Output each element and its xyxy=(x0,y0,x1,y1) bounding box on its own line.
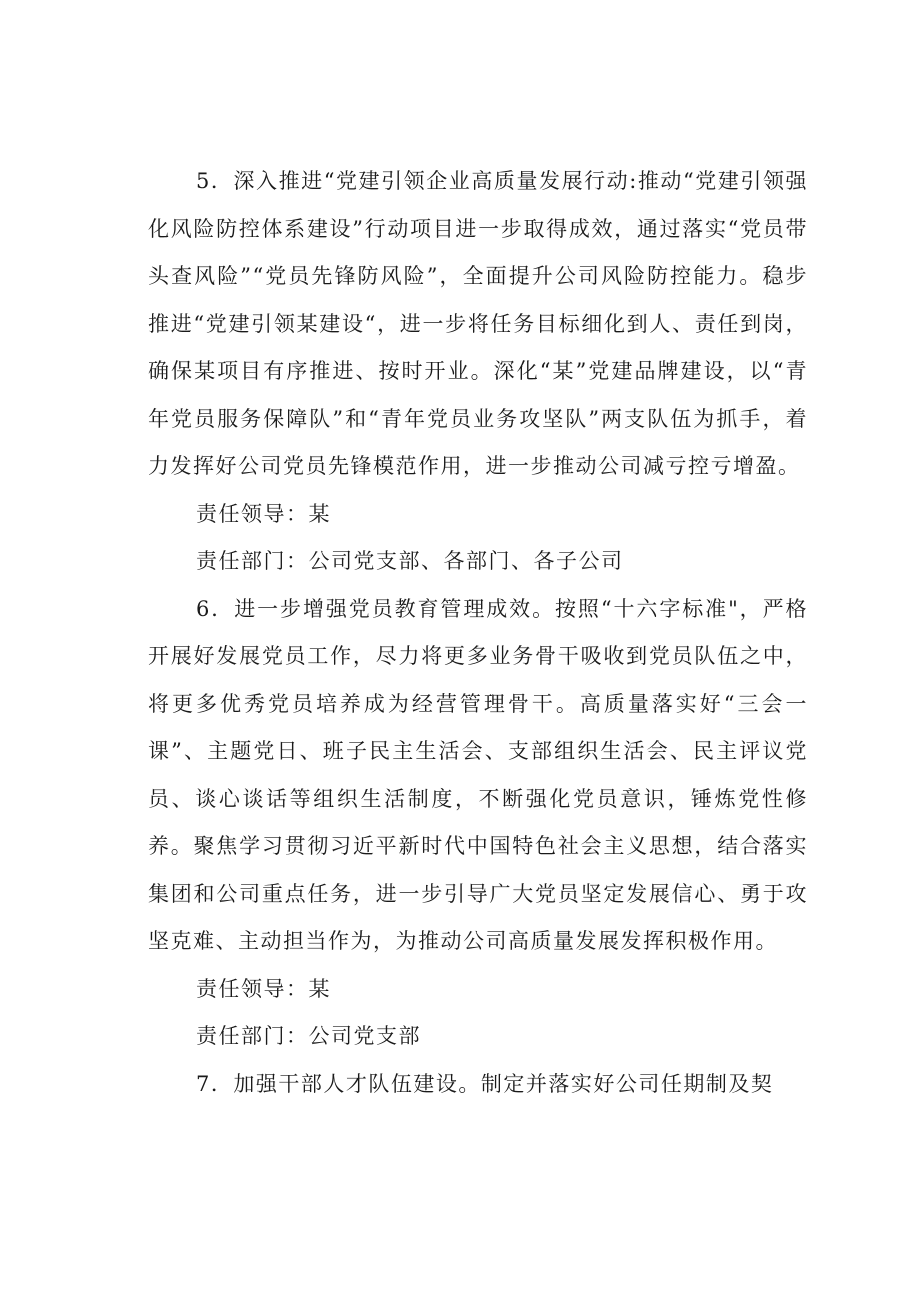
item-6-responsible-leader: 责任领导：某 xyxy=(196,976,331,1001)
item-5-responsible-leader: 责任领导：某 xyxy=(196,501,331,526)
item-6-responsible-department: 责任部门：公司党支部 xyxy=(196,1024,421,1048)
document-page xyxy=(148,158,808,1108)
item-5-responsible-department: 责任部门：公司党支部、各部门、各子公司 xyxy=(196,549,624,573)
item-6-body: 6．进一步增强党员教育管理成效。按照“十六字标准"，严格开展好发展党员工作，尽力将更多业务骨干吸收到党员队伍之中，将更多优秀党员培养成为经营管理骨干。高质量落实好“三会一课”、主题党日、班子民主生活会、支部组织生活会、民主评议党员、谈心谈话等组织生活制度，不断强化党员意识，锤炼党性修养。聚焦学习贯彻习近平新时代中国特色社会主义思想，结合落实集团和公司重点任务，进一步引导广大党员坚定发展信心、勇于攻坚克难、主动担当作为，为推动公司高质量发展发挥积极作用。 xyxy=(148,596,808,953)
item-5-body: 5．深入推进“党建引领企业高质量发展行动:推动“党建引领强化风险防控体系建设”行动项目进一步取得成效，通过落实“党员带头查风险”“党员先锋防风险”，全面提升公司风险防控能力。稳步推进“党建引领某建设“，进一步将任务目标细化到人、责任到岗，确保某项目有序推进、按时开业。深化“某”党建品牌建设，以“青年党员服务保障队”和“青年党员业务攻坚队”两支队伍为抓手，着力发挥好公司党员先锋模范作用，进一步推动公司减亏控亏增盈。 xyxy=(148,169,808,478)
item-7-body: 7．加强干部人才队伍建设。制定并落实好公司任期制及契 xyxy=(196,1071,774,1096)
